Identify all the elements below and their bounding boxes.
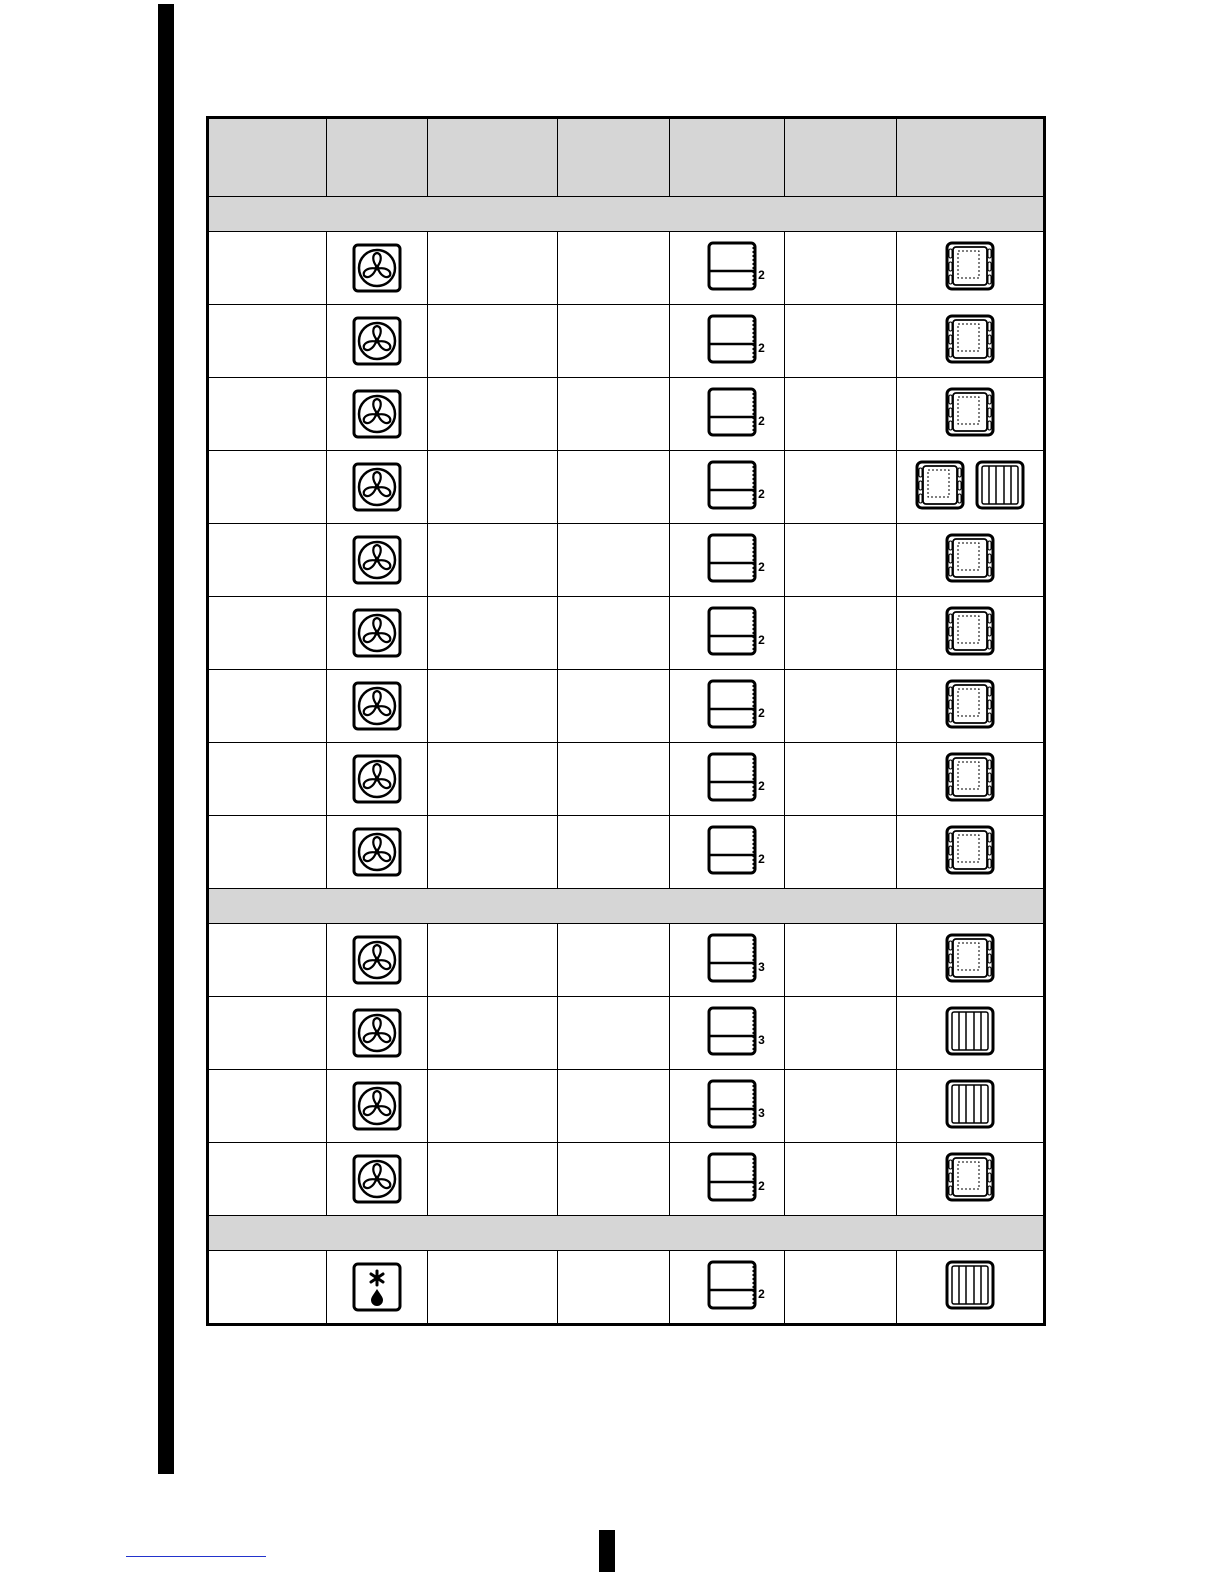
- shelf-cell: [670, 924, 785, 997]
- wire-rack-icon: [975, 460, 1025, 510]
- fan-icon: [352, 1154, 402, 1204]
- shelf-level: 2: [758, 340, 765, 355]
- fan-icon: [352, 827, 402, 877]
- accessories-cell: [897, 597, 1045, 670]
- time-cell: [785, 305, 897, 378]
- shelf-level: 2: [758, 705, 765, 720]
- temperature-cell: [558, 924, 670, 997]
- accessories-cell: [897, 451, 1045, 524]
- fan-icon: [352, 462, 402, 512]
- food-cell: [208, 305, 327, 378]
- time-cell: [785, 1251, 897, 1325]
- temperature-cell: [558, 997, 670, 1070]
- shelf-level: 2: [758, 851, 765, 866]
- shelf-level: 3: [758, 1032, 765, 1047]
- shelf-icon: [707, 679, 757, 729]
- fan-icon: [352, 389, 402, 439]
- food-cell: [208, 997, 327, 1070]
- baking-tray-icon: [945, 606, 995, 656]
- time-cell: [785, 451, 897, 524]
- fan-icon: [352, 243, 402, 293]
- time-cell: [785, 816, 897, 889]
- table-row: [208, 997, 1045, 1070]
- accessories-cell: [897, 997, 1045, 1070]
- header-shelf: [670, 118, 785, 197]
- shelf-icon: [707, 387, 757, 437]
- weight-cell: [428, 1070, 558, 1143]
- weight-cell: [428, 305, 558, 378]
- shelf-level: 2: [758, 1286, 765, 1301]
- temperature-cell: [558, 1070, 670, 1143]
- accessories-cell: [897, 743, 1045, 816]
- fan-icon: [352, 935, 402, 985]
- shelf-cell: [670, 670, 785, 743]
- section-header-row: [208, 1216, 1045, 1251]
- table-row: [208, 597, 1045, 670]
- temperature-cell: [558, 1143, 670, 1216]
- shelf-icon: [707, 1079, 757, 1129]
- table-row: [208, 305, 1045, 378]
- page-marker: [599, 1530, 615, 1572]
- fan-icon: [352, 608, 402, 658]
- fan-icon: [352, 681, 402, 731]
- shelf-cell: [670, 816, 785, 889]
- shelf-level: 3: [758, 959, 765, 974]
- shelf-icon: [707, 1152, 757, 1202]
- table-row: [208, 743, 1045, 816]
- accessories-cell: [897, 524, 1045, 597]
- wire-rack-icon: [945, 1260, 995, 1310]
- shelf-cell: [670, 305, 785, 378]
- section-label: [208, 1216, 1045, 1251]
- function-cell: [327, 743, 428, 816]
- food-cell: [208, 743, 327, 816]
- header-weight: [428, 118, 558, 197]
- time-cell: [785, 924, 897, 997]
- weight-cell: [428, 1143, 558, 1216]
- table-row: [208, 232, 1045, 305]
- shelf-cell: [670, 451, 785, 524]
- temperature-cell: [558, 378, 670, 451]
- shelf-cell: [670, 743, 785, 816]
- time-cell: [785, 997, 897, 1070]
- header-temperature: [558, 118, 670, 197]
- food-cell: [208, 670, 327, 743]
- function-cell: [327, 451, 428, 524]
- shelf-level: 2: [758, 1178, 765, 1193]
- time-cell: [785, 597, 897, 670]
- table-row: [208, 524, 1045, 597]
- defrost-icon: [352, 1262, 402, 1312]
- baking-tray-icon: [945, 387, 995, 437]
- temperature-cell: [558, 670, 670, 743]
- food-cell: [208, 524, 327, 597]
- section-label: [208, 889, 1045, 924]
- accessories-cell: [897, 1143, 1045, 1216]
- footer-link-underline: [126, 1556, 266, 1557]
- function-cell: [327, 524, 428, 597]
- food-cell: [208, 232, 327, 305]
- shelf-cell: [670, 997, 785, 1070]
- shelf-icon: [707, 752, 757, 802]
- shelf-level: 2: [758, 267, 765, 282]
- table-body: [208, 197, 1045, 1325]
- baking-tray-icon: [945, 241, 995, 291]
- function-cell: [327, 1070, 428, 1143]
- food-cell: [208, 597, 327, 670]
- temperature-cell: [558, 524, 670, 597]
- shelf-cell: [670, 232, 785, 305]
- fan-icon: [352, 1081, 402, 1131]
- shelf-icon: [707, 314, 757, 364]
- function-cell: [327, 997, 428, 1070]
- baking-tray-icon: [945, 533, 995, 583]
- header-function: [327, 118, 428, 197]
- weight-cell: [428, 378, 558, 451]
- table-row: [208, 451, 1045, 524]
- shelf-icon: [707, 933, 757, 983]
- fan-icon: [352, 535, 402, 585]
- table-row: [208, 924, 1045, 997]
- wire-rack-icon: [945, 1079, 995, 1129]
- temperature-cell: [558, 305, 670, 378]
- cooking-table: [206, 116, 1046, 1326]
- section-header-row: [208, 197, 1045, 232]
- shelf-cell: [670, 1070, 785, 1143]
- table-row: [208, 1070, 1045, 1143]
- weight-cell: [428, 524, 558, 597]
- temperature-cell: [558, 597, 670, 670]
- baking-tray-icon: [915, 460, 965, 510]
- page-edge-bar: [158, 4, 174, 1474]
- baking-tray-icon: [945, 825, 995, 875]
- shelf-icon: [707, 1260, 757, 1310]
- weight-cell: [428, 597, 558, 670]
- shelf-icon: [707, 825, 757, 875]
- weight-cell: [428, 670, 558, 743]
- function-cell: [327, 232, 428, 305]
- food-cell: [208, 924, 327, 997]
- function-cell: [327, 597, 428, 670]
- function-cell: [327, 1143, 428, 1216]
- table-row: [208, 378, 1045, 451]
- weight-cell: [428, 743, 558, 816]
- shelf-icon: [707, 1006, 757, 1056]
- table-row: [208, 816, 1045, 889]
- weight-cell: [428, 816, 558, 889]
- food-cell: [208, 451, 327, 524]
- shelf-cell: [670, 378, 785, 451]
- accessories-cell: [897, 232, 1045, 305]
- temperature-cell: [558, 451, 670, 524]
- weight-cell: [428, 924, 558, 997]
- food-cell: [208, 1251, 327, 1325]
- table-header-row: [208, 118, 1045, 197]
- time-cell: [785, 378, 897, 451]
- baking-tray-icon: [945, 933, 995, 983]
- temperature-cell: [558, 816, 670, 889]
- shelf-cell: [670, 524, 785, 597]
- time-cell: [785, 524, 897, 597]
- accessories-cell: [897, 1251, 1045, 1325]
- time-cell: [785, 232, 897, 305]
- shelf-icon: [707, 241, 757, 291]
- food-cell: [208, 378, 327, 451]
- accessories-cell: [897, 816, 1045, 889]
- weight-cell: [428, 997, 558, 1070]
- time-cell: [785, 743, 897, 816]
- food-cell: [208, 1143, 327, 1216]
- baking-tray-icon: [945, 314, 995, 364]
- shelf-level: 2: [758, 778, 765, 793]
- header-food: [208, 118, 327, 197]
- header-time: [785, 118, 897, 197]
- section-label: [208, 197, 1045, 232]
- shelf-level: 3: [758, 1105, 765, 1120]
- baking-tray-icon: [945, 752, 995, 802]
- weight-cell: [428, 451, 558, 524]
- shelf-cell: [670, 1251, 785, 1325]
- accessories-cell: [897, 670, 1045, 743]
- shelf-icon: [707, 460, 757, 510]
- shelf-icon: [707, 533, 757, 583]
- function-cell: [327, 924, 428, 997]
- shelf-level: 2: [758, 413, 765, 428]
- table-row: [208, 670, 1045, 743]
- weight-cell: [428, 232, 558, 305]
- shelf-cell: [670, 597, 785, 670]
- shelf-level: 2: [758, 632, 765, 647]
- fan-icon: [352, 754, 402, 804]
- food-cell: [208, 1070, 327, 1143]
- accessories-cell: [897, 378, 1045, 451]
- function-cell: [327, 378, 428, 451]
- function-cell: [327, 670, 428, 743]
- function-cell: [327, 816, 428, 889]
- section-header-row: [208, 889, 1045, 924]
- shelf-level: 2: [758, 559, 765, 574]
- accessories-cell: [897, 924, 1045, 997]
- baking-tray-icon: [945, 679, 995, 729]
- time-cell: [785, 670, 897, 743]
- time-cell: [785, 1070, 897, 1143]
- accessories-cell: [897, 305, 1045, 378]
- wire-rack-icon: [945, 1006, 995, 1056]
- temperature-cell: [558, 1251, 670, 1325]
- shelf-level: 2: [758, 486, 765, 501]
- function-cell: [327, 305, 428, 378]
- food-cell: [208, 816, 327, 889]
- shelf-icon: [707, 606, 757, 656]
- baking-tray-icon: [945, 1152, 995, 1202]
- shelf-cell: [670, 1143, 785, 1216]
- function-cell: [327, 1251, 428, 1325]
- fan-icon: [352, 316, 402, 366]
- fan-icon: [352, 1008, 402, 1058]
- table-row: [208, 1143, 1045, 1216]
- temperature-cell: [558, 743, 670, 816]
- header-accessories: [897, 118, 1045, 197]
- table-row: [208, 1251, 1045, 1325]
- weight-cell: [428, 1251, 558, 1325]
- time-cell: [785, 1143, 897, 1216]
- temperature-cell: [558, 232, 670, 305]
- accessories-cell: [897, 1070, 1045, 1143]
